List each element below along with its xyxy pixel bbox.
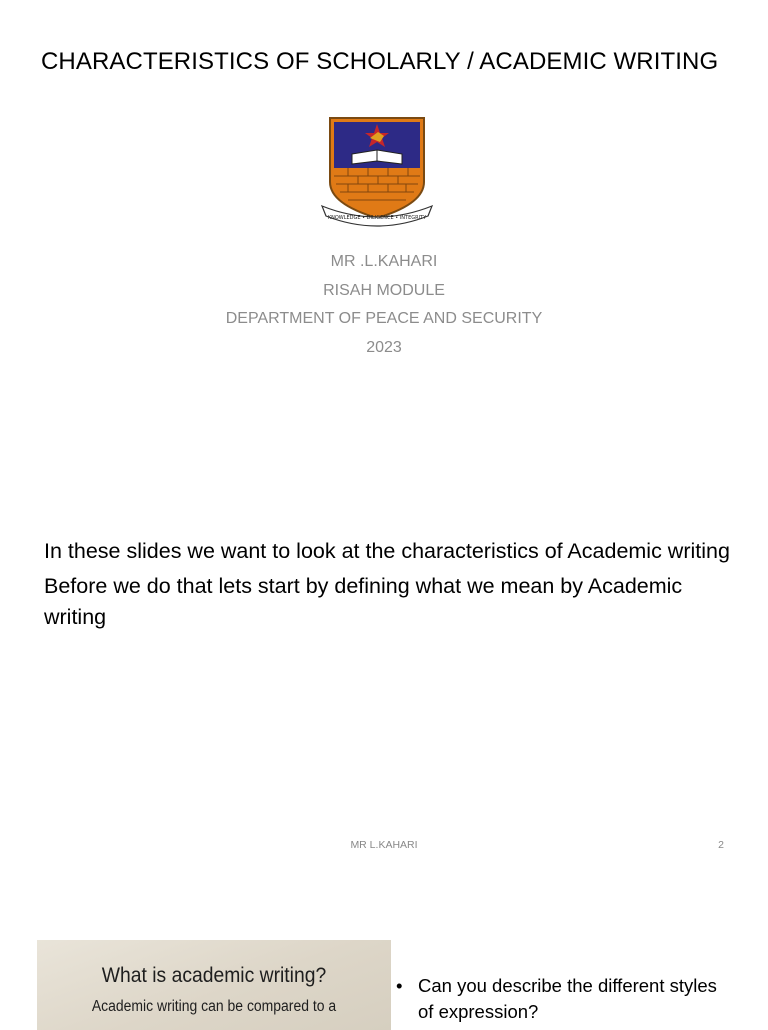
slide-3	[0, 880, 768, 1024]
image-title: What is academic writing?	[101, 964, 327, 987]
academic-writing-image	[37, 940, 391, 1030]
image-subtitle: Academic writing can be compared to a	[91, 998, 337, 1015]
crest-motto: KNOWLEDGE • DILIGENCE • INTEGRITY	[327, 215, 427, 221]
slide-2	[0, 470, 768, 870]
slide-1	[0, 0, 768, 460]
bullet-text: Can you describe the different styles of expression?	[418, 975, 717, 1022]
paragraph-intro: In these slides we want to look at the characteristics of Academic writing	[44, 539, 730, 563]
slide-meta	[0, 248, 768, 362]
bullet-marker: •	[396, 975, 403, 996]
year: 2023	[366, 338, 402, 356]
page-number: 2	[718, 839, 724, 851]
university-crest-logo	[318, 112, 436, 230]
paragraph-definition: Before we do that lets start by defining what we mean by Academic writing	[44, 574, 683, 629]
bullet-list	[396, 973, 736, 1025]
bullet-item	[396, 973, 736, 1025]
slide-title: CHARACTERISTICS OF SCHOLARLY / ACADEMIC WRITING	[41, 48, 719, 75]
module-name: RISAH MODULE	[323, 281, 445, 299]
slide-body	[44, 536, 744, 637]
department-name: DEPARTMENT OF PEACE AND SECURITY	[225, 310, 543, 327]
footer-author: MR L.KAHARI	[350, 839, 418, 851]
lecturer-name: MR .L.KAHARI	[330, 253, 438, 270]
